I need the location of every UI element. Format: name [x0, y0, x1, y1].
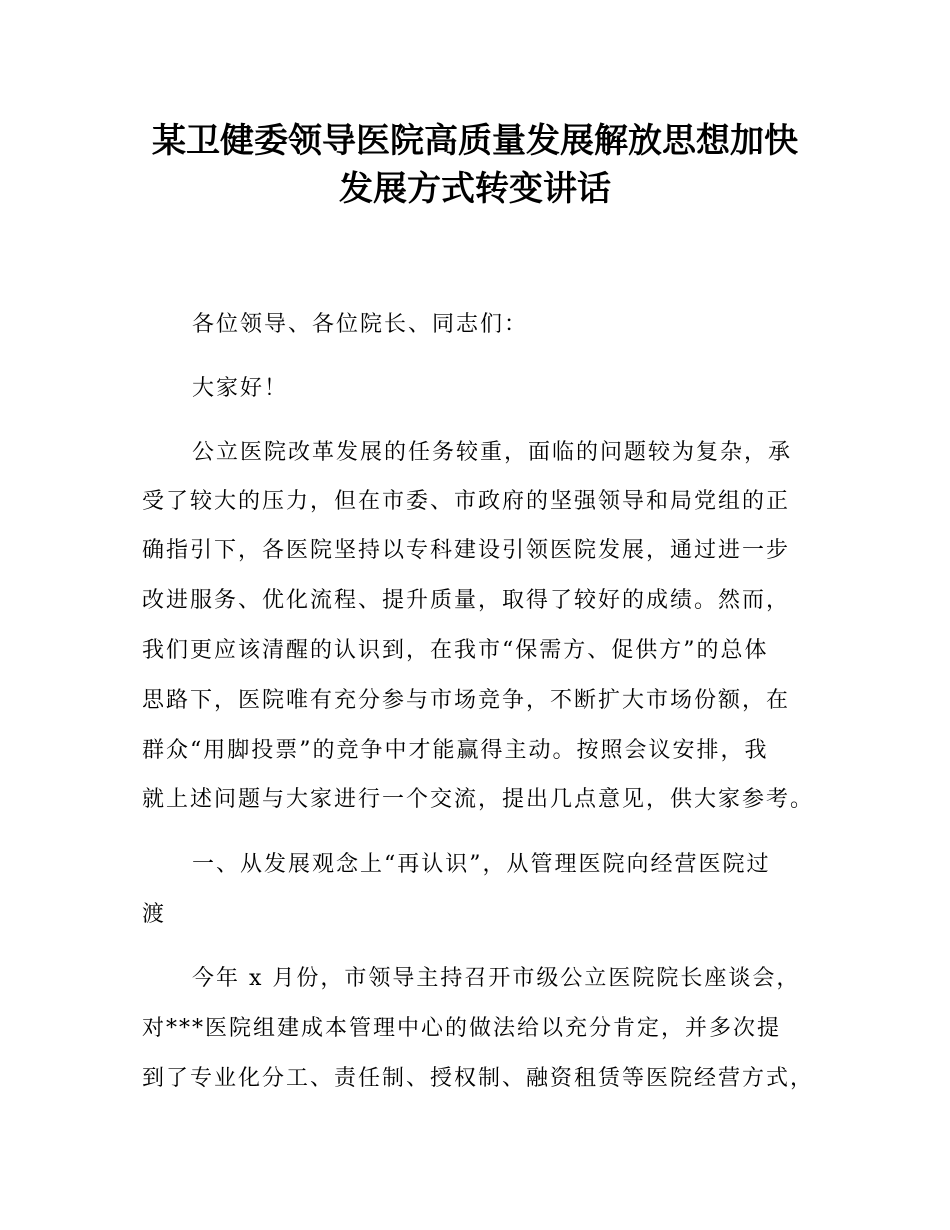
- paragraph2-line: 对***医院组建成本管理中心的做法给以充分肯定，并多次提: [142, 1016, 782, 1041]
- paragraph2-line: 今年 x 月份，市领导主持召开市级公立医院院长座谈会，: [192, 966, 801, 991]
- paragraph1-line: 思路下，医院唯有充分参与市场竞争，不断扩大市场份额，在: [142, 688, 791, 713]
- paragraph1-line: 就上述问题与大家进行一个交流，提出几点意见，供大家参考。: [142, 787, 815, 812]
- document-title-line-2: 发展方式转变讲话: [339, 169, 611, 209]
- paragraph1-line: 改进服务、优化流程、提升质量，取得了较好的成绩。然而，: [142, 588, 791, 613]
- paragraph2-line: 到了专业化分工、责任制、授权制、融资租赁等医院经营方式，: [142, 1066, 815, 1091]
- section1-heading-line: 渡: [142, 902, 167, 927]
- section1-heading-line: 一、从发展观念上“再认识”，从管理医院向经营医院过: [192, 852, 771, 877]
- greeting: 大家好！: [192, 376, 289, 401]
- salutation: 各位领导、各位院长、同志们：: [192, 312, 529, 337]
- paragraph1-line: 确指引下，各医院坚持以专科建设引领医院发展，通过进一步: [142, 538, 791, 563]
- paragraph1-line: 群众“用脚投票”的竞争中才能赢得主动。按照会议安排，我: [142, 738, 769, 763]
- paragraph1-line: 受了较大的压力，但在市委、市政府的坚强领导和局党组的正: [142, 489, 791, 514]
- paragraph1-line: 我们更应该清醒的认识到，在我市“保需方、促供方”的总体: [142, 638, 769, 663]
- document-title-line-1: 某卫健委领导医院高质量发展解放思想加快: [152, 121, 798, 161]
- paragraph1-line: 公立医院改革发展的任务较重，面临的问题较为复杂，承: [192, 440, 793, 465]
